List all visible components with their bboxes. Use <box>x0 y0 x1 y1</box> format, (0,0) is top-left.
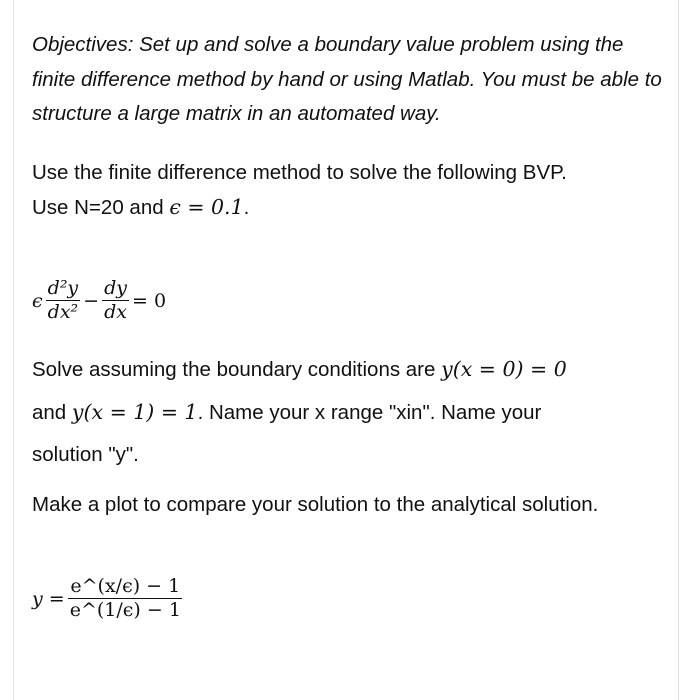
differential-equation <box>32 278 166 323</box>
analytical-denominator: e^(1/ϵ) − 1 <box>69 599 181 621</box>
task-paragraph <box>32 156 662 225</box>
task-line-1: Use the finite difference method to solve the following BVP. <box>32 160 567 184</box>
left-border-line <box>13 0 14 700</box>
boundary-condition-left: y(x = 0) = 0 <box>441 357 567 381</box>
second-derivative-denominator: dx² <box>47 301 79 323</box>
epsilon-value: ϵ = 0.1 <box>169 194 244 219</box>
first-derivative-denominator: dx <box>104 301 127 323</box>
equation-coefficient: ϵ <box>32 289 43 312</box>
bc-prefix: Solve assuming the boundary conditions are <box>32 358 442 381</box>
first-derivative-numerator: dy <box>104 277 127 299</box>
task-line-2-suffix: . <box>243 195 250 219</box>
equation-rhs: = 0 <box>132 289 167 312</box>
task-line-2-prefix: Use N=20 and <box>32 195 170 219</box>
bc-suffix-2: solution "y". <box>32 443 139 466</box>
first-derivative-fraction <box>102 278 129 323</box>
second-derivative-fraction <box>46 278 81 323</box>
analytical-fraction <box>68 576 183 621</box>
analytical-solution-equation <box>32 576 186 621</box>
second-derivative-numerator: d²y <box>47 277 79 299</box>
boundary-conditions-paragraph <box>32 348 662 476</box>
bc-suffix-1: . Name your x range "xin". Name your <box>197 401 542 424</box>
equation-operator: − <box>83 289 100 312</box>
plot-instruction: Make a plot to compare your solution to the analytical solution. <box>32 493 599 516</box>
bc-and: and <box>32 401 72 424</box>
analytical-lhs: y = <box>32 587 65 610</box>
objectives-text: Objectives: Set up and solve a boundary value problem using the finite difference method by hand or using Matlab. You must be able to structure a large matrix in an automated way. <box>32 33 662 125</box>
boundary-condition-right: y(x = 1) = 1 <box>71 400 198 424</box>
analytical-numerator: e^(x/ϵ) − 1 <box>70 575 181 597</box>
